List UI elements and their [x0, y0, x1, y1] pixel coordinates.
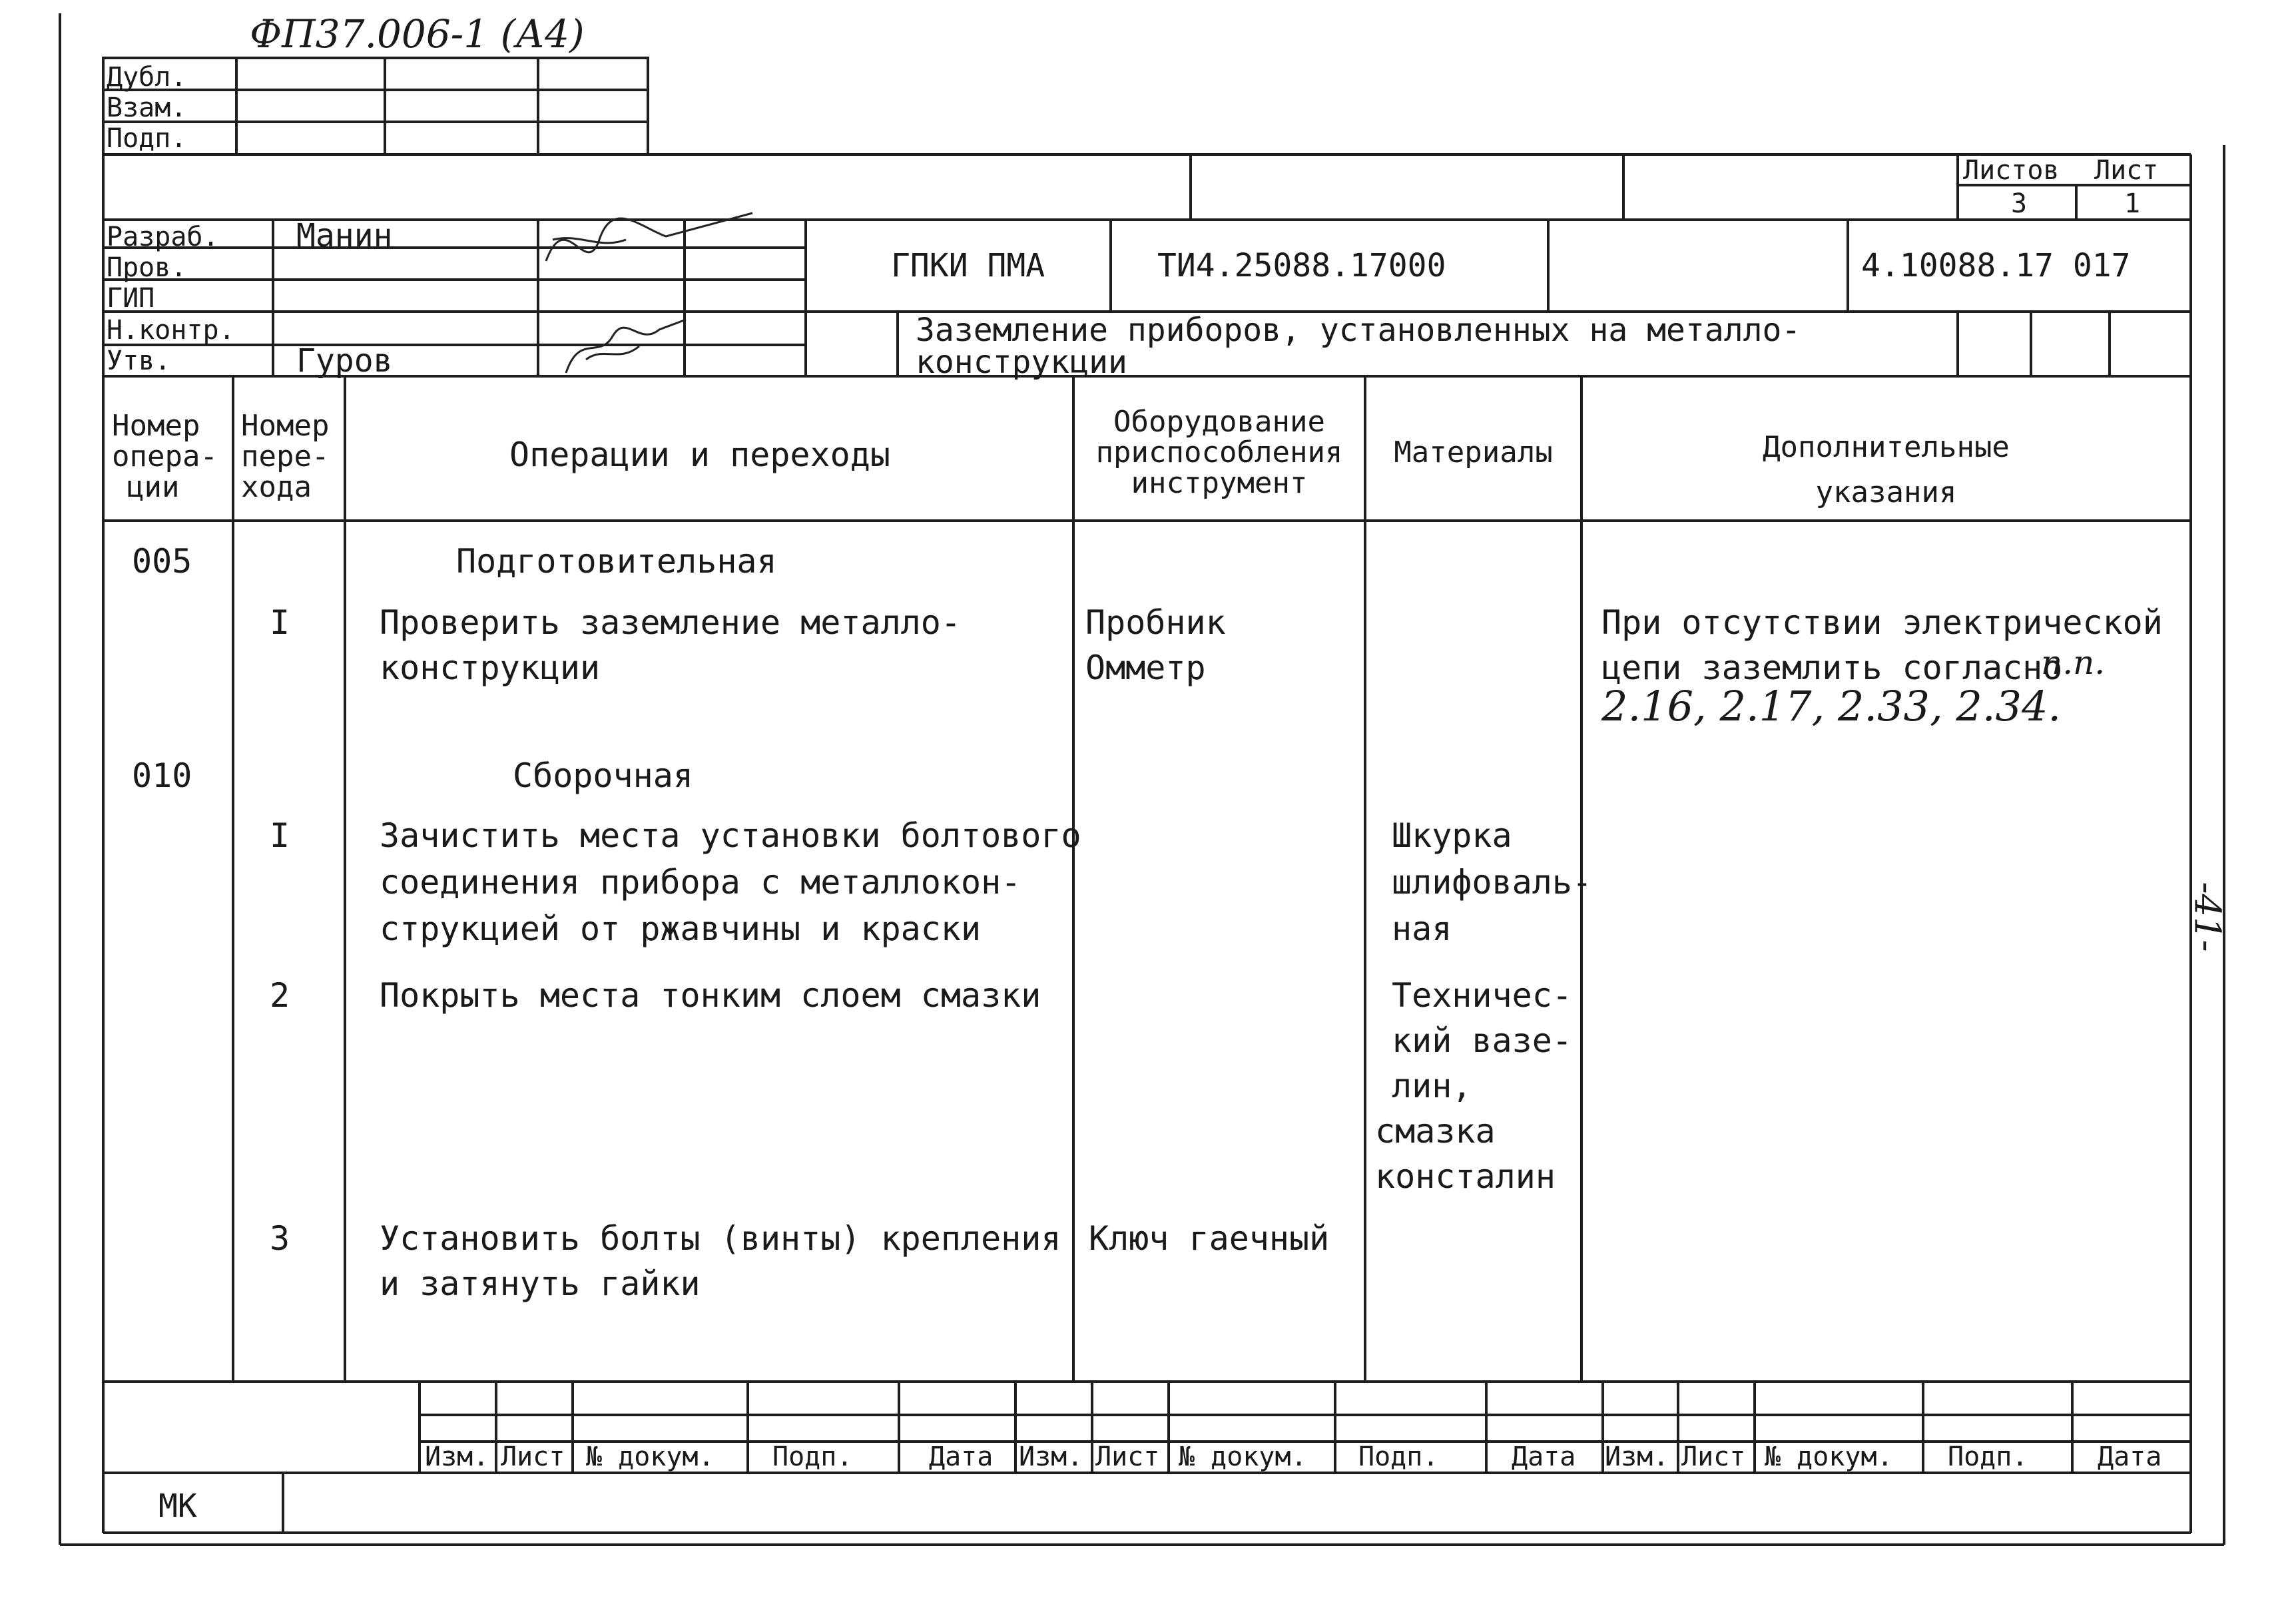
footer-label-doc-2: № докум.	[1179, 1442, 1307, 1472]
op2-step2-number: 2	[270, 976, 290, 1015]
form-code-header: ФП37.006-1 (А4)	[250, 11, 585, 57]
header-step-num-2: пере-	[241, 439, 330, 473]
label-sheet: Лист	[2094, 155, 2159, 186]
op1-step1-text-2: конструкции	[380, 649, 601, 687]
op2-step1-text-3: струкцией от ржавчины и краски	[380, 910, 982, 948]
label-vzam: Взам.	[107, 93, 187, 123]
footer-label-list-2: Лист	[1095, 1442, 1160, 1472]
op2-step2-materials-4: смазка	[1375, 1112, 1496, 1151]
footer-label-podp-2: Подп.	[1358, 1442, 1439, 1472]
footer-label-list-1: Лист	[501, 1442, 565, 1472]
header-equipment-1: Оборудование	[1113, 405, 1325, 439]
header-op-num-1: Номер	[112, 409, 200, 443]
developer-name: Манин	[296, 217, 393, 254]
header-operations: Операции и переходы	[509, 435, 890, 474]
op2-step2-materials-3: лин,	[1392, 1067, 1472, 1105]
op2-step3-text-2: и затянуть гайки	[380, 1264, 701, 1303]
footer-label-data-2: Дата	[1512, 1442, 1576, 1472]
header-equipment-2: приспособления	[1095, 435, 1343, 469]
header-op-num-3: ции	[127, 470, 180, 504]
header-notes-1: Дополнительные	[1763, 430, 2010, 464]
doc-title-line2: конструкции	[916, 344, 1127, 381]
op2-step1-number: I	[270, 816, 290, 855]
label-podp: Подп.	[107, 123, 187, 154]
role-norm-control: Н.контр.	[107, 315, 235, 346]
op1-name: Подготовительная	[456, 542, 777, 581]
footer-label-izm-2: Изм.	[1019, 1442, 1083, 1472]
footer-label-podp-1: Подп.	[772, 1442, 853, 1472]
op1-step1-notes-handwritten-2: 2.16, 2.17, 2.33, 2.34.	[1601, 682, 2062, 730]
op2-step2-materials-5: консталин	[1375, 1157, 1556, 1196]
doc-title-line1: Заземление приборов, установленных на металло-	[916, 312, 1801, 349]
header-step-num-3: хода	[241, 470, 312, 504]
header-materials: Материалы	[1394, 435, 1553, 469]
op1-step1-equipment-2: Омметр	[1085, 649, 1206, 687]
sheet-value: 1	[2124, 188, 2141, 219]
op2-step3-equipment: Ключ гаечный	[1089, 1219, 1330, 1258]
header-step-num-1: Номер	[241, 409, 330, 443]
footer-label-data-3: Дата	[2098, 1442, 2162, 1472]
op2-name: Сборочная	[513, 756, 693, 795]
form-type-code: МК	[158, 1487, 197, 1525]
role-approver: Утв.	[107, 346, 171, 376]
op1-number: 005	[132, 542, 192, 581]
side-page-number: -41-	[2186, 882, 2229, 952]
doc-number: ТИ4.25088.17000	[1157, 247, 1446, 284]
op2-step3-text-1: Установить болты (винты) крепления	[380, 1219, 1061, 1258]
op1-step1-text-1: Проверить заземление металло-	[380, 603, 961, 642]
op2-step2-text: Покрыть места тонким слоем смазки	[380, 976, 1041, 1015]
footer-label-doc-1: № докум.	[586, 1442, 715, 1472]
role-checker: Пров.	[107, 252, 187, 283]
role-chief: ГИП	[107, 283, 155, 314]
op2-step1-text-1: Зачистить места установки болтового	[380, 816, 1081, 855]
footer-label-podp-3: Подп.	[1948, 1442, 2028, 1472]
op2-step2-materials-2: кий вазе-	[1392, 1021, 1572, 1060]
op2-step1-text-2: соединения прибора с металлокон-	[380, 863, 1021, 902]
op2-step3-number: 3	[270, 1219, 290, 1258]
op1-step1-number: I	[270, 603, 290, 642]
footer-label-doc-3: № докум.	[1765, 1442, 1893, 1472]
doc-code: 4.10088.17 017	[1861, 247, 2131, 284]
footer-label-data-1: Дата	[929, 1442, 994, 1472]
header-op-num-2: опера-	[112, 439, 218, 473]
op2-step1-materials-1: Шкурка	[1392, 816, 1512, 855]
sheets-total-value: 3	[2011, 188, 2028, 219]
label-sheets-total: Листов	[1963, 155, 2060, 186]
op1-step1-notes-2: цепи заземлить согласно	[1601, 649, 2063, 687]
role-developer: Разраб.	[107, 222, 219, 252]
op2-step1-materials-3: ная	[1392, 910, 1452, 948]
organization: ГПКИ ПМА	[891, 247, 1045, 284]
op1-step1-notes-handwritten-1: п.п.	[2041, 643, 2106, 682]
op1-step1-equipment-1: Пробник	[1085, 603, 1226, 642]
op2-step1-materials-2: шлифоваль-	[1392, 863, 1593, 902]
label-dubl: Дубл.	[107, 62, 187, 93]
footer-label-izm-3: Изм.	[1605, 1442, 1669, 1472]
header-notes-2: указания	[1815, 475, 1957, 509]
footer-label-izm-1: Изм.	[425, 1442, 489, 1472]
header-equipment-3: инструмент	[1131, 466, 1308, 500]
footer-label-list-3: Лист	[1681, 1442, 1746, 1472]
op2-step2-materials-1: Техничес-	[1392, 976, 1572, 1015]
approver-name: Гуров	[296, 342, 393, 380]
op2-number: 010	[132, 756, 192, 795]
op1-step1-notes-1: При отсутствии электрической	[1601, 603, 2163, 642]
